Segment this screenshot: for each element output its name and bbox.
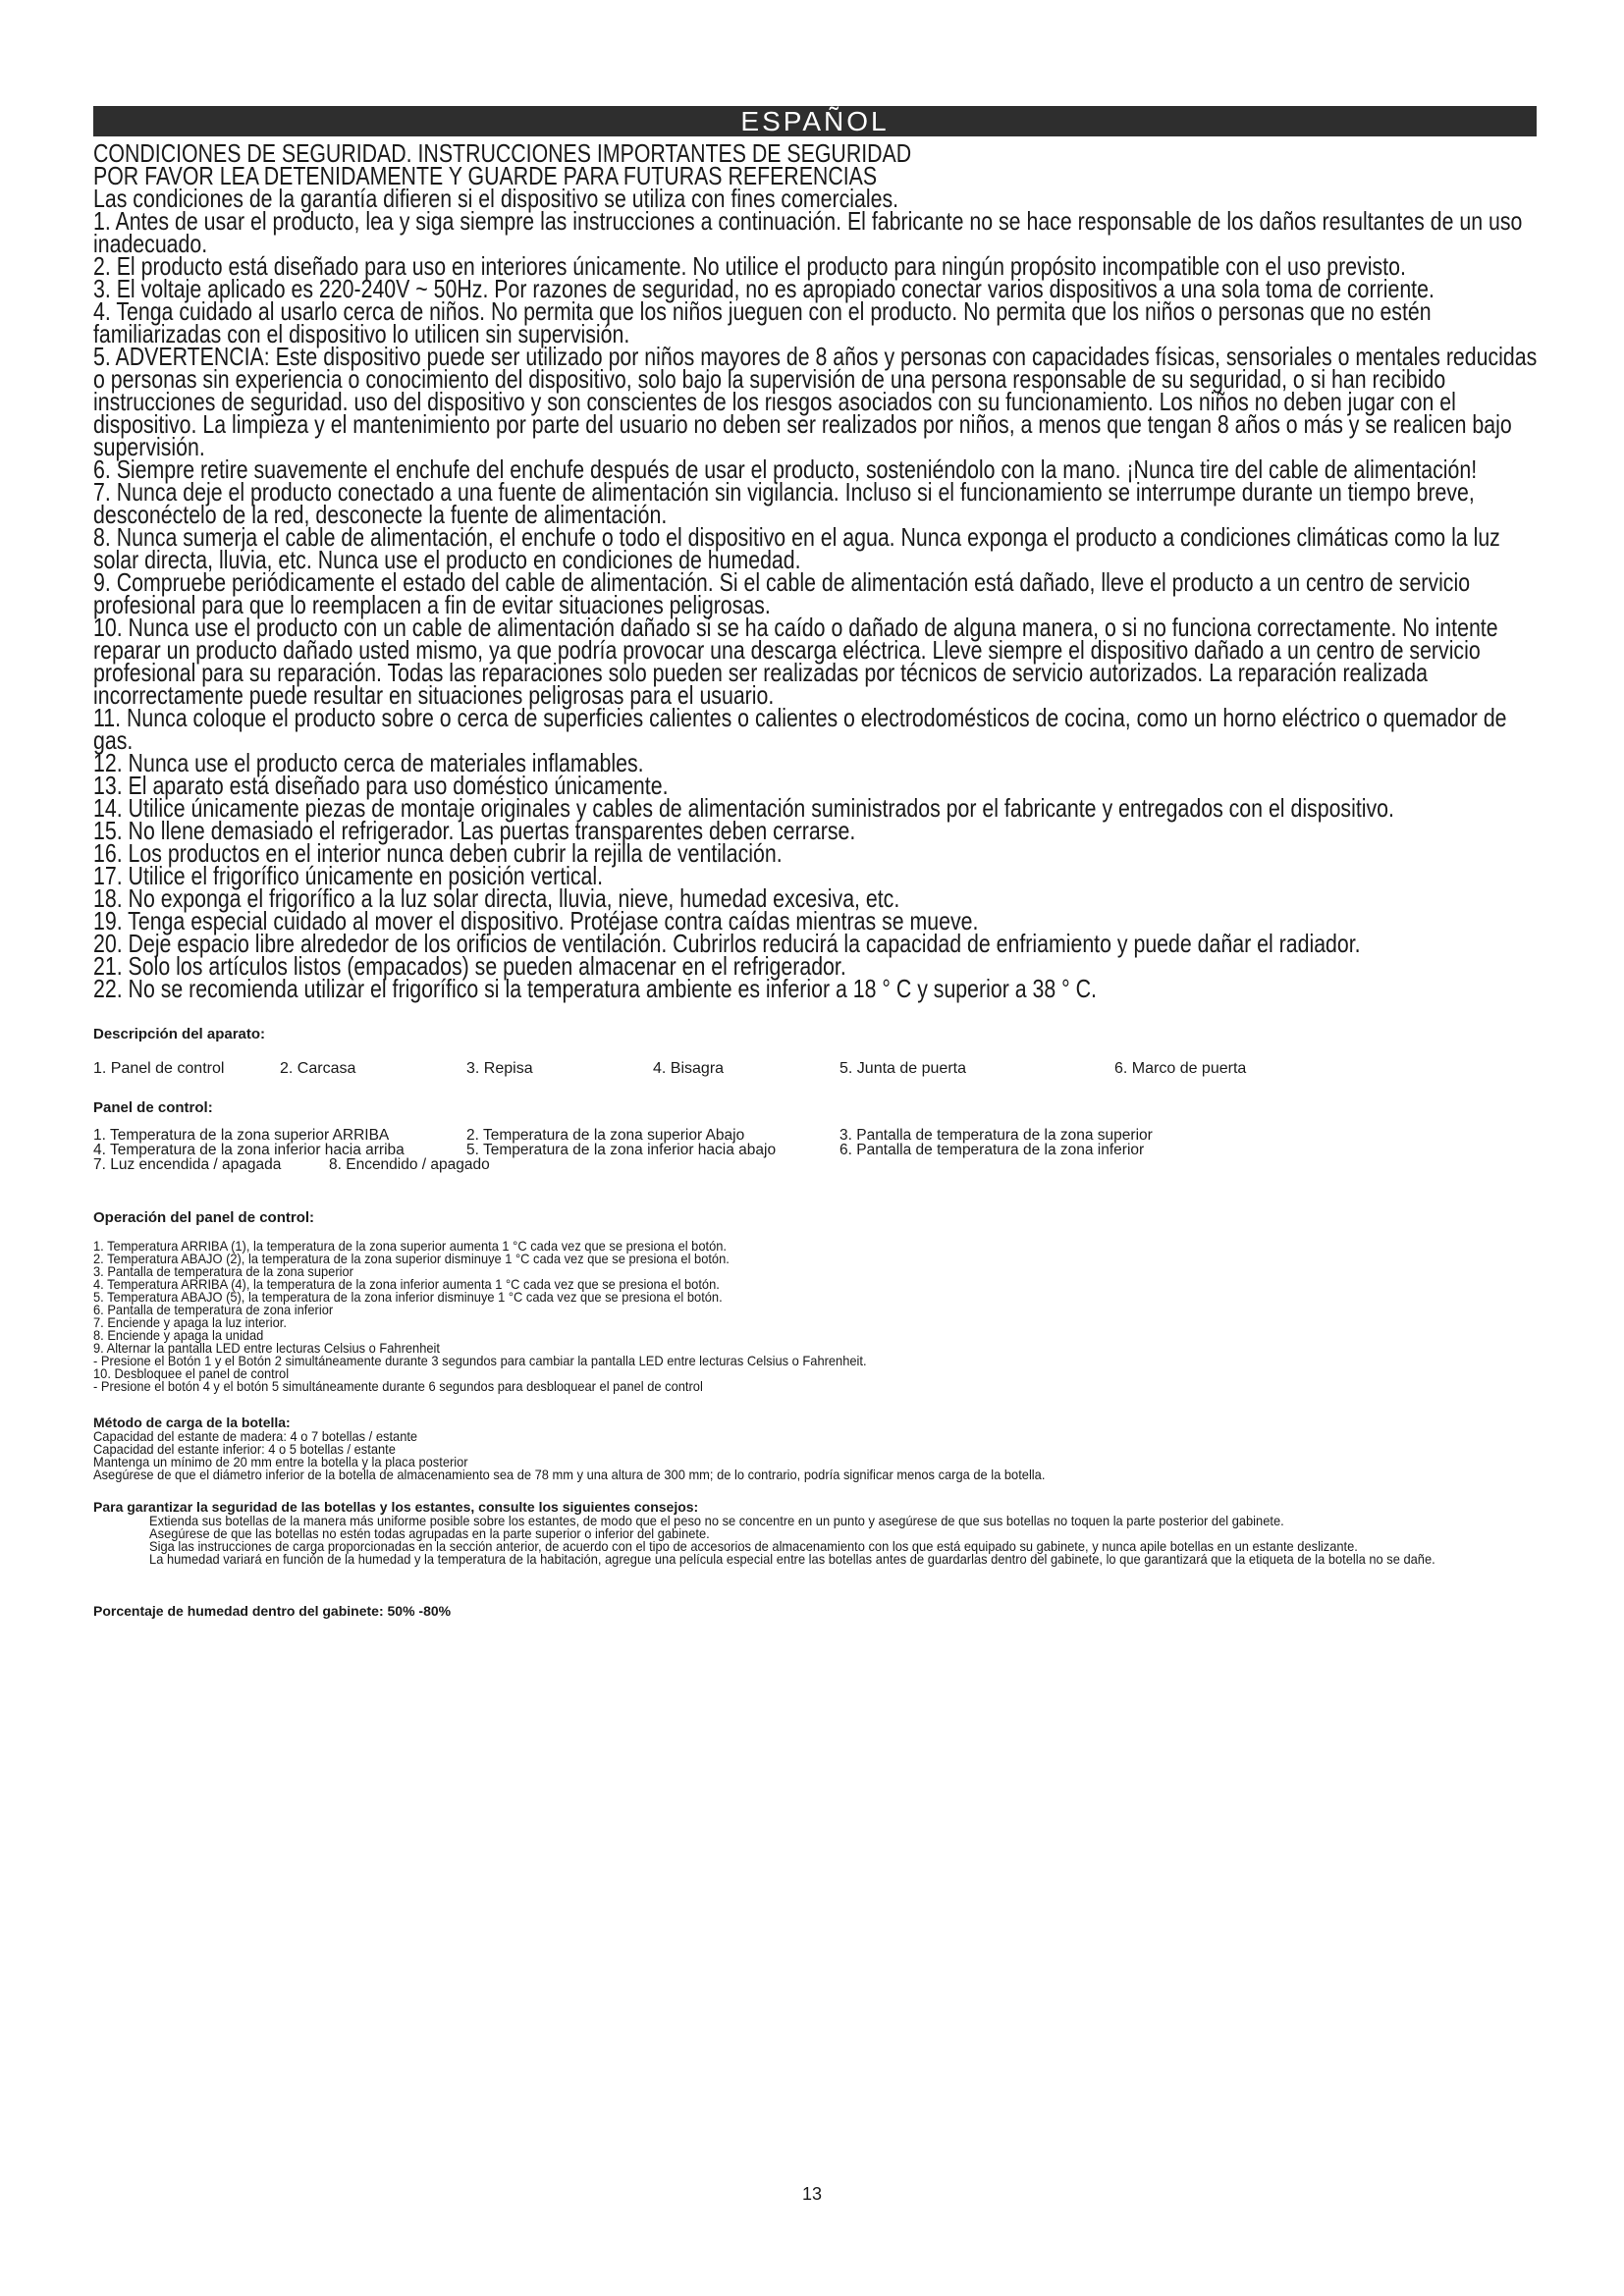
control-panel-row [93, 1157, 1537, 1172]
control-panel-item: 7. Luz encendida / apagada [93, 1156, 282, 1173]
operation-line: - Presione el Botón 1 y el Botón 2 simultáneamente durante 3 segundos para cambiar la pantalla LED entre lecturas Celsius o Fahrenheit. [93, 1353, 867, 1368]
safety-item: 15. No llene demasiado el refrigerador. Las puertas transparentes deben cerrarse. [93, 816, 856, 845]
parts-list [93, 1060, 1537, 1078]
operation-line: 3. Pantalla de temperatura de la zona superior [93, 1263, 353, 1279]
control-panel-title: Panel de control: [93, 1099, 213, 1116]
operation-line: 2. Temperatura ABAJO (2), la temperatura de la zona superior disminuye 1 °C cada vez que se presiona el botón. [93, 1251, 730, 1266]
safety-tip: Siga las instrucciones de carga proporcionadas en la sección anterior, de acuerdo con el tipo de accesorios de almacenamiento con los que está equipado su gabinete, y nunca apile botellas en un estante deslizante. [149, 1538, 1358, 1554]
safety-title-line1: CONDICIONES DE SEGURIDAD. INSTRUCCIONES IMPORTANTES DE SEGURIDAD [93, 138, 912, 168]
operation-line: 5. Temperatura ABAJO (5), la temperatura de la zona inferior disminuye 1 °C cada vez que se presiona el botón. [93, 1289, 723, 1305]
control-panel-item: 8. Encendido / apagado [329, 1156, 490, 1173]
safety-item: 2. El producto está diseñado para uso en interiores únicamente. No utilice el producto para ningún propósito incompatible con el uso previsto. [93, 251, 1406, 281]
safety-tip: Asegúrese de que las botellas no estén todas agrupadas en la parte superior o inferior del gabinete. [149, 1525, 710, 1541]
safety-item: 9. Compruebe periódicamente el estado del cable de alimentación. Si el cable de alimentación está dañado, lleve el producto a un centro de servicio profesional para que lo reemplacen a fin de evitar situaciones peligrosas. [93, 567, 1471, 619]
safety-tip: Extienda sus botellas de la manera más uniforme posible sobre los estantes, de modo que el peso no se concentre en un punto y asegúrese de que sus botellas no toquen la parte posterior del gabinete. [149, 1513, 1284, 1528]
safety-item: 10. Nunca use el producto con un cable de alimentación dañado si se ha caído o dañado de alguna manera, o si no funciona correctamente. No intente reparar un producto dañado usted mismo, ya que podría provocar una descarga eléctrica. Lleve siempre el dispositivo dañado a un centro de servicio profesional para su reparación. Todas las reparaciones solo pueden ser realizadas por técnicos de servicio autorizados. La reparación realizada incorrectamente puede resultar en situaciones peligrosas para el usuario. [93, 613, 1498, 710]
control-panel-list [93, 1128, 1537, 1172]
safety-item: 11. Nunca coloque el producto sobre o cerca de superficies calientes o calientes o electrodomésticos de cocina, como un horno eléctrico o quemador de gas. [93, 703, 1507, 755]
part-item: 3. Repisa [466, 1060, 533, 1077]
operation-line: 10. Desbloquee el panel de control [93, 1365, 290, 1381]
safety-item: 16. Los productos en el interior nunca deben cubrir la rejilla de ventilación. [93, 838, 783, 868]
control-panel-row [93, 1143, 1537, 1157]
language-header: ESPAÑOL [93, 106, 1537, 136]
safety-tips-list [93, 1515, 1541, 1566]
bottle-loading-line: Mantenga un mínimo de 20 mm entre la botella y la placa posterior [93, 1454, 468, 1469]
safety-item: 19. Tenga especial cuidado al mover el dispositivo. Protéjase contra caídas mientras se mueve. [93, 906, 979, 935]
control-panel-item: 4. Temperatura de la zona inferior hacia arriba [93, 1142, 405, 1158]
safety-tip: La humedad variará en función de la humedad y la temperatura de la habitación, agregue una película especial entre las botellas antes de guardarlas dentro del gabinete, lo que garantizará que la etiqueta de la botella no se dañe. [149, 1551, 1435, 1567]
safety-section [93, 138, 1538, 1003]
safety-item: 12. Nunca use el producto cerca de materiales inflamables. [93, 748, 644, 777]
safety-item: 5. ADVERTENCIA: Este dispositivo puede ser utilizado por niños mayores de 8 años y personas con capacidades físicas, sensoriales o mentales reducidas o personas sin experiencia o conocimiento del dispositivo, solo bajo la supervisión de una persona responsable de su seguridad, o si han recibido instrucciones de seguridad. uso del dispositivo y son conscientes de los riesgos asociados con su funcionamiento. Los niños no deben jugar con el dispositivo. La limpieza y el mantenimiento por parte del usuario no deben ser realizados por niños, a menos que tengan 8 años o más y se realicen bajo supervisión. [93, 342, 1538, 461]
operation-line: 8. Enciende y apaga la unidad [93, 1327, 264, 1343]
control-panel-item: 6. Pantalla de temperatura de la zona inferior [839, 1142, 1145, 1158]
safety-item: 22. No se recomienda utilizar el frigorífico si la temperatura ambiente es inferior a 18 ° C y superior a 38 ° C. [93, 974, 1097, 1003]
control-panel-item: 1. Temperatura de la zona superior ARRIBA [93, 1127, 390, 1144]
safety-item: 1. Antes de usar el producto, lea y siga siempre las instrucciones a continuación. El fabricante no se hace responsable de los daños resultantes de un uso inadecuado. [93, 206, 1523, 258]
operation-line: 1. Temperatura ARRIBA (1), la temperatura de la zona superior aumenta 1 °C cada vez que se presiona el botón. [93, 1238, 727, 1254]
safety-item: 8. Nunca sumerja el cable de alimentación, el enchufe o todo el dispositivo en el agua. Nunca exponga el producto a condiciones climáticas como la luz solar directa, lluvia, etc. Nunca use el producto en condiciones de humedad. [93, 522, 1500, 574]
safety-title-line2: POR FAVOR LEA DETENIDAMENTE Y GUARDE PARA FUTURAS REFERENCIAS [93, 161, 878, 190]
safety-item: 18. No exponga el frigorífico a la luz solar directa, lluvia, nieve, humedad excesiva, etc. [93, 883, 900, 913]
safety-intro: Las condiciones de la garantía difieren si el dispositivo se utiliza con fines comerciales. [93, 184, 899, 213]
safety-item: 17. Utilice el frigorífico únicamente en posición vertical. [93, 861, 604, 890]
operation-line: 4. Temperatura ARRIBA (4), la temperatura de la zona inferior aumenta 1 °C cada vez que se presiona el botón. [93, 1276, 720, 1292]
control-panel-item: 5. Temperatura de la zona inferior hacia abajo [466, 1142, 777, 1158]
operation-title: Operación del panel de control: [93, 1209, 315, 1226]
bottle-loading-line: Asegúrese de que el diámetro inferior de la botella de almacenamiento sea de 78 mm y una altura de 300 mm; de lo contrario, podría significar menos carga de la botella. [93, 1467, 1046, 1482]
safety-tips-title: Para garantizar la seguridad de las botellas y los estantes, consulte los siguientes consejos: [93, 1499, 699, 1515]
part-item: 6. Marco de puerta [1114, 1060, 1247, 1077]
control-panel-item: 3. Pantalla de temperatura de la zona superior [839, 1127, 1153, 1144]
safety-item: 3. El voltaje aplicado es 220-240V ~ 50Hz. Por razones de seguridad, no es apropiado conectar varios dispositivos a una sola toma de corriente. [93, 274, 1435, 303]
safety-item: 14. Utilice únicamente piezas de montaje originales y cables de alimentación suministrados por el fabricante y entregados con el dispositivo. [93, 793, 1394, 823]
bottle-loading-title: Método de carga de la botella: [93, 1415, 291, 1430]
safety-item: 21. Solo los artículos listos (empacados) se pueden almacenar en el refrigerador. [93, 951, 846, 981]
safety-item: 4. Tenga cuidado al usarlo cerca de niños. No permita que los niños jueguen con el producto. No permita que los niños o personas que no estén familiarizadas con el dispositivo lo utilicen sin supervisión. [93, 296, 1432, 348]
operation-line: 6. Pantalla de temperatura de zona inferior [93, 1302, 334, 1317]
bottle-loading-line: Capacidad del estante de madera: 4 o 7 botellas / estante [93, 1428, 418, 1444]
part-item: 5. Junta de puerta [839, 1060, 966, 1077]
page-content [93, 106, 1537, 1619]
part-item: 4. Bisagra [653, 1060, 725, 1077]
safety-item: 6. Siempre retire suavemente el enchufe del enchufe después de usar el producto, sosteniéndolo con la mano. ¡Nunca tire del cable de alimentación! [93, 454, 1478, 484]
control-panel-item: 2. Temperatura de la zona superior Abajo [466, 1127, 745, 1144]
operation-list [93, 1240, 1541, 1393]
humidity-label: Porcentaje de humedad dentro del gabinete: 50% -80% [93, 1603, 452, 1619]
safety-item: 7. Nunca deje el producto conectado a una fuente de alimentación sin vigilancia. Incluso si el funcionamiento se interrumpe durante un tiempo breve, desconéctelo de la red, desconecte la fuente de alimentación. [93, 477, 1475, 529]
operation-line: 9. Alternar la pantalla LED entre lecturas Celsius o Fahrenheit [93, 1340, 440, 1356]
safety-item: 20. Deje espacio libre alrededor de los orificios de ventilación. Cubrirlos reducirá la capacidad de enfriamiento y puede dañar el radiador. [93, 929, 1361, 958]
operation-line: - Presione el botón 4 y el botón 5 simultáneamente durante 6 segundos para desbloquear el panel de control [93, 1378, 703, 1394]
part-item: 1. Panel de control [93, 1060, 225, 1077]
page-number: 13 [801, 2184, 823, 2204]
safety-item: 13. El aparato está diseñado para uso doméstico únicamente. [93, 771, 669, 800]
control-panel-row [93, 1128, 1537, 1143]
operation-line: 7. Enciende y apaga la luz interior. [93, 1314, 287, 1330]
bottle-loading-list [93, 1430, 1541, 1481]
description-title: Descripción del aparato: [93, 1026, 266, 1042]
bottle-loading-line: Capacidad del estante inferior: 4 o 5 botellas / estante [93, 1441, 396, 1457]
part-item: 2. Carcasa [280, 1060, 356, 1077]
